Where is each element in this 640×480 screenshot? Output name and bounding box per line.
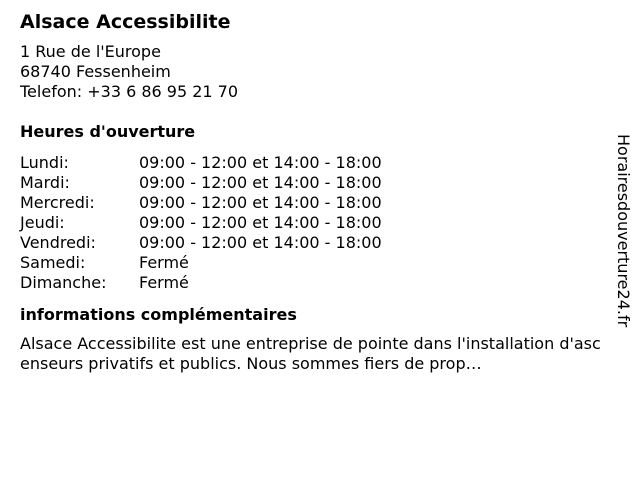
business-name: Alsace Accessibilite <box>20 11 231 33</box>
hours-row-friday <box>20 233 610 253</box>
phone-number: Telefon: +33 6 86 95 21 70 <box>20 82 239 101</box>
hours-row-thursday <box>20 213 610 233</box>
hours-time: 09:00 - 12:00 et 14:00 - 18:00 <box>139 173 382 192</box>
hours-row-tuesday <box>20 173 610 193</box>
hours-time: Fermé <box>139 253 189 272</box>
opening-hours-table <box>20 153 610 293</box>
address-city: 68740 Fessenheim <box>20 62 171 81</box>
hours-day: Mardi: <box>20 173 70 192</box>
hours-row-saturday <box>20 253 610 273</box>
business-card <box>20 10 610 374</box>
info-title: informations complémentaires <box>20 305 297 324</box>
hours-day: Dimanche: <box>20 273 107 292</box>
hours-time: Fermé <box>139 273 189 292</box>
address-block <box>20 42 610 102</box>
hours-day: Jeudi: <box>20 213 65 232</box>
hours-row-sunday <box>20 273 610 293</box>
hours-day: Samedi: <box>20 253 86 272</box>
hours-row-wednesday <box>20 193 610 213</box>
hours-time: 09:00 - 12:00 et 14:00 - 18:00 <box>139 153 382 172</box>
hours-time: 09:00 - 12:00 et 14:00 - 18:00 <box>139 233 382 252</box>
hours-day: Lundi: <box>20 153 69 172</box>
hours-day: Vendredi: <box>20 233 96 252</box>
address-street: 1 Rue de l'Europe <box>20 42 161 61</box>
hours-day: Mercredi: <box>20 193 95 212</box>
hours-row-monday <box>20 153 610 173</box>
hours-time: 09:00 - 12:00 et 14:00 - 18:00 <box>139 193 382 212</box>
info-description: Alsace Accessibilite est une entreprise de pointe dans l'installation d'ascenseurs privatifs et publics. Nous sommes fiers de prop… <box>20 334 601 373</box>
hours-time: 09:00 - 12:00 et 14:00 - 18:00 <box>139 213 382 232</box>
hours-title: Heures d'ouverture <box>20 122 196 141</box>
site-watermark: Horairesdouverture24.fr <box>614 134 633 328</box>
